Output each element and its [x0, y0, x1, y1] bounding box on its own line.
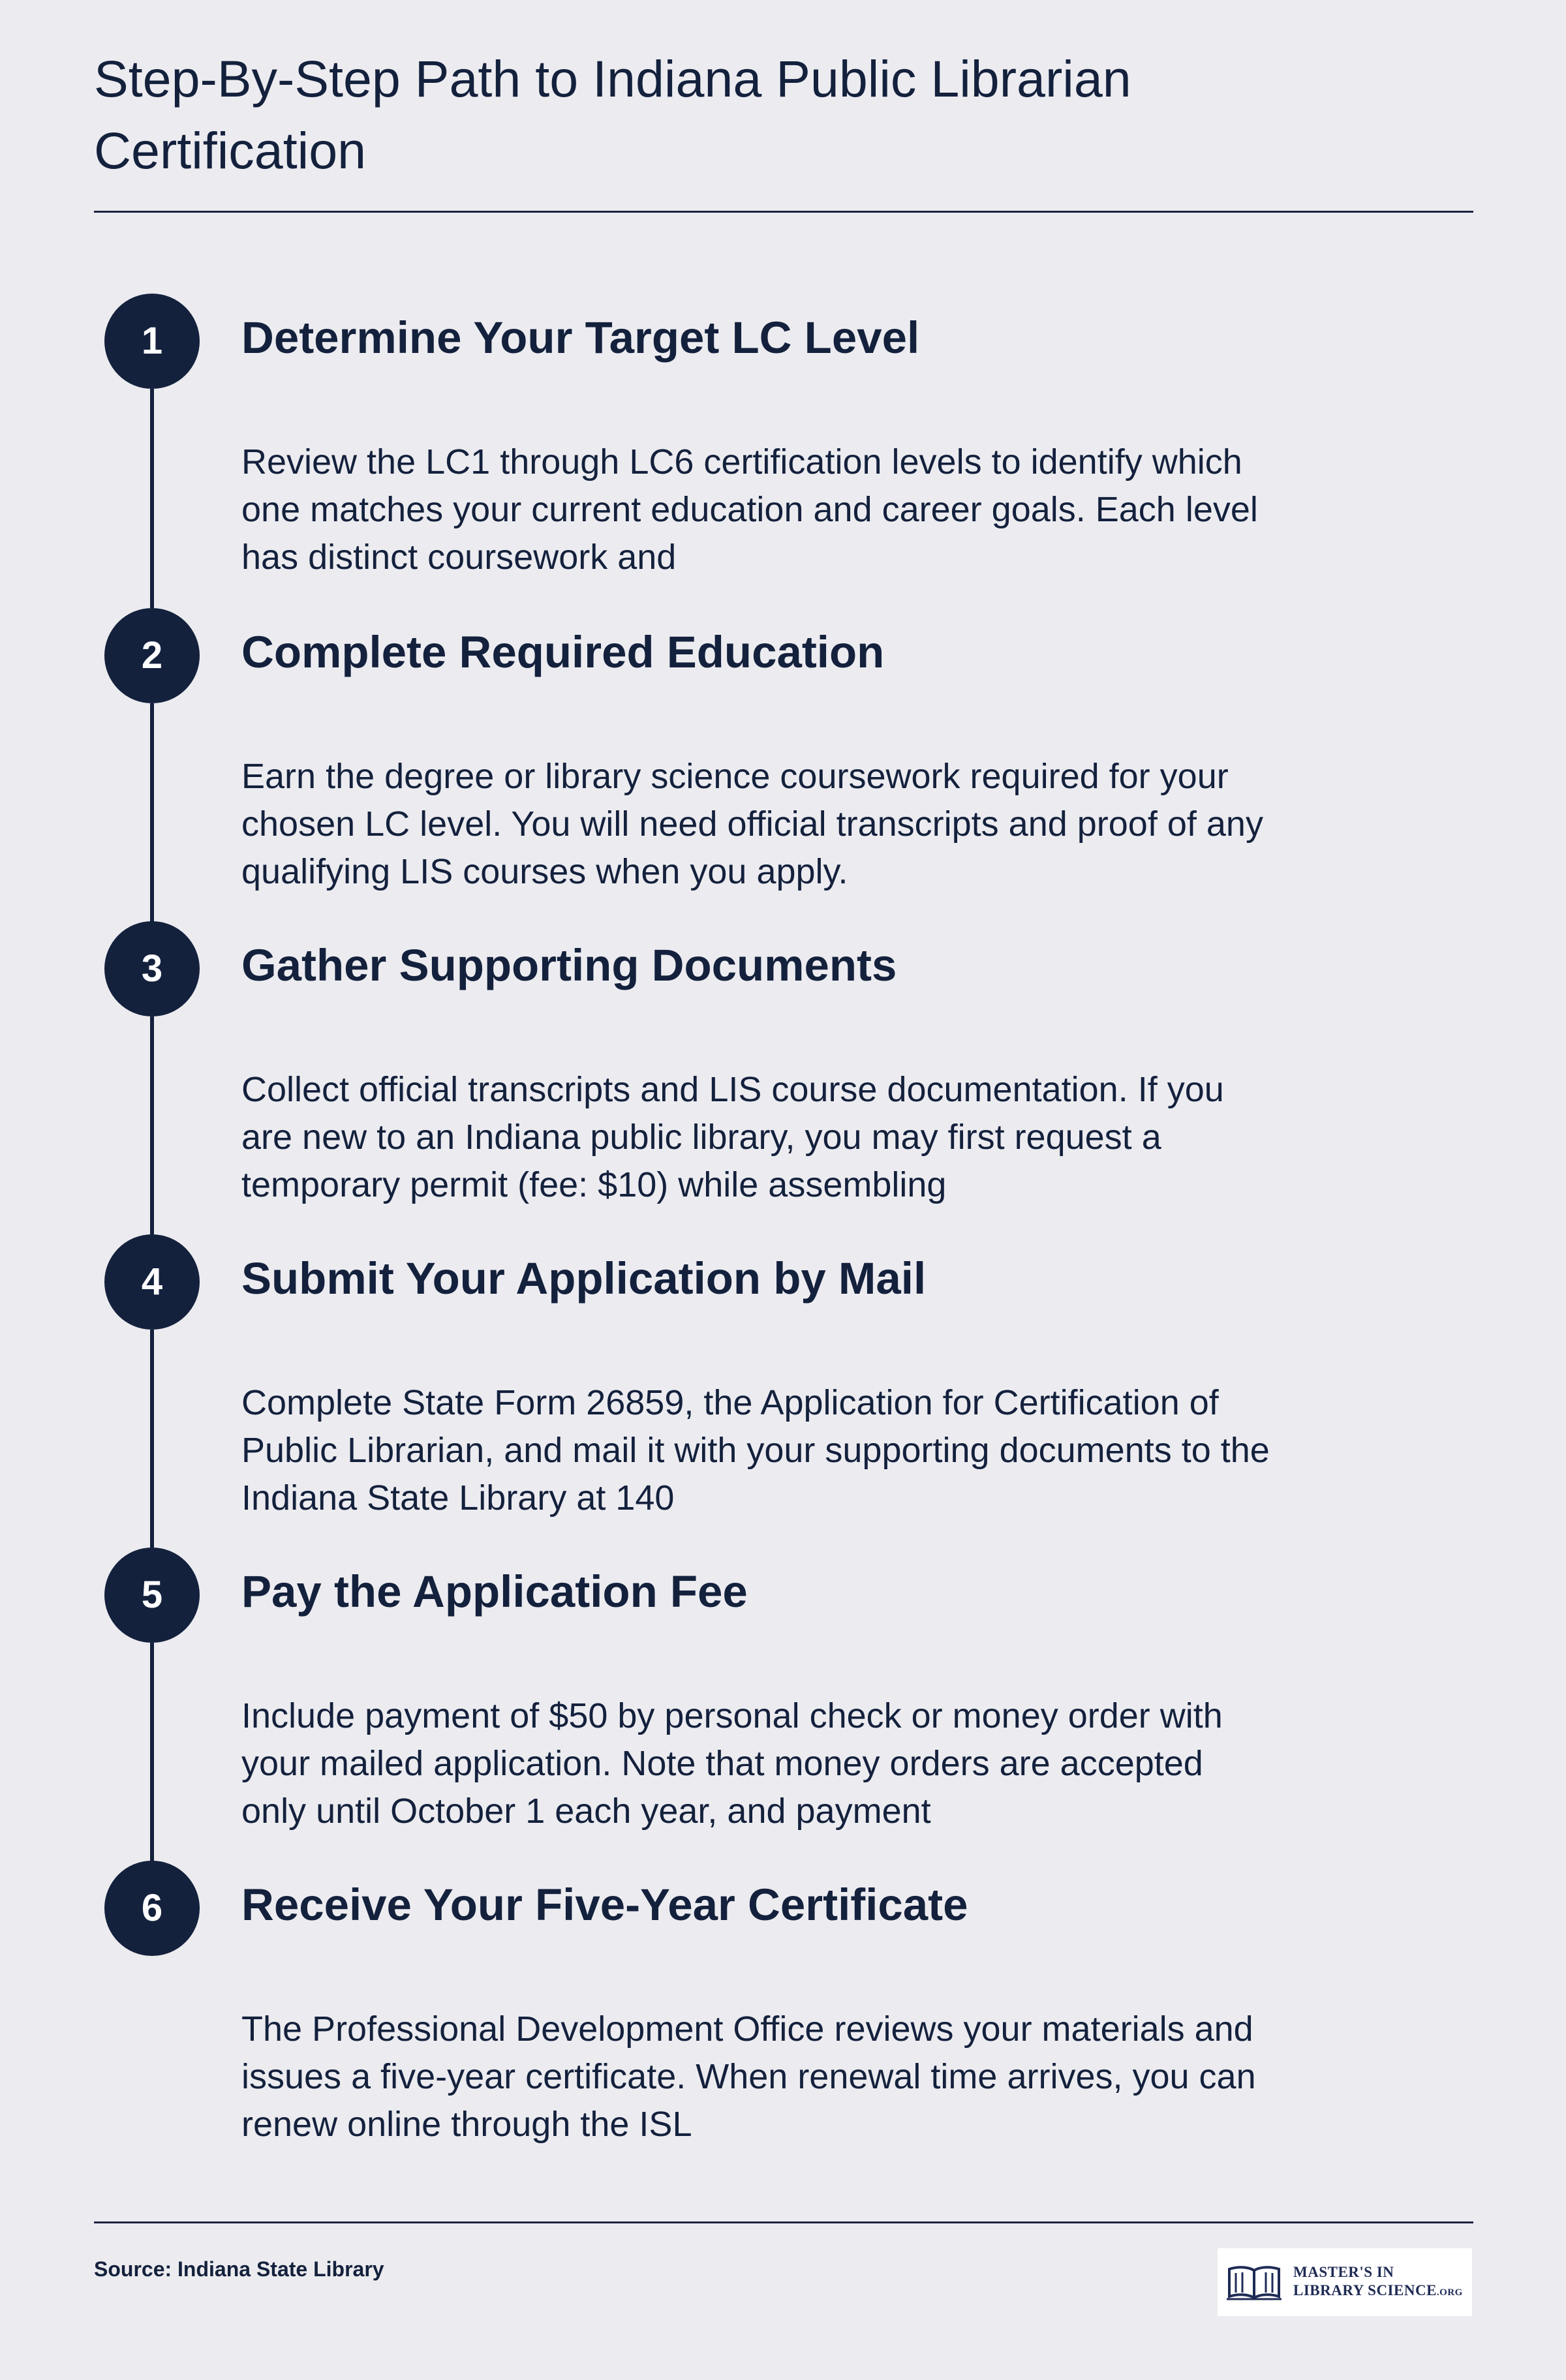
logo-line-2-main: LIBRARY SCIENCE — [1293, 2281, 1437, 2298]
step-item — [0, 921, 1566, 1234]
step-number-badge: 1 — [104, 294, 200, 389]
step-title: Complete Required Education — [241, 627, 885, 677]
logo-suffix: .ORG — [1436, 2287, 1463, 2298]
logo-wordmark — [1293, 2263, 1463, 2302]
step-description: Complete State Form 26859, the Application for Certification of Public Librarian, and mail it with your supporting documents to the Indiana State Library at 140 — [241, 1383, 1270, 1518]
logo-line-1: MASTER'S IN — [1293, 2263, 1394, 2280]
step-title: Gather Supporting Documents — [241, 940, 897, 990]
step-item — [0, 294, 1566, 607]
step-description: Earn the degree or library science coursework required for your chosen LC level. You will need official transcripts and proof of any qualifying LIS courses when you apply. — [241, 757, 1263, 891]
source-credit: Source: Indiana State Library — [94, 2257, 384, 2281]
step-item — [0, 1234, 1566, 1548]
site-logo — [1218, 2248, 1472, 2316]
step-title: Pay the Application Fee — [241, 1566, 748, 1617]
page-title: Step-By-Step Path to Indiana Public Librarian Certification — [94, 50, 1131, 179]
step-number-badge: 5 — [104, 1548, 200, 1643]
step-item — [0, 608, 1566, 921]
step-title: Determine Your Target LC Level — [241, 313, 920, 363]
step-number-badge: 2 — [104, 608, 200, 703]
step-title: Receive Your Five-Year Certificate — [241, 1880, 968, 1930]
step-number-badge: 6 — [104, 1861, 200, 1956]
footer-divider — [94, 2221, 1473, 2223]
step-item — [0, 1548, 1566, 1861]
open-book-icon — [1224, 2263, 1284, 2302]
step-number-badge: 3 — [104, 921, 200, 1016]
step-description: Review the LC1 through LC6 certification levels to identify which one matches your current education and career goals. Each level has distinct coursework and — [241, 442, 1258, 577]
step-description: Collect official transcripts and LIS course documentation. If you are new to an Indiana public library, you may first request a temporary permit (fee: $10) while assembling — [241, 1070, 1224, 1204]
logo-line-2 — [1293, 2281, 1463, 2302]
step-number-badge: 4 — [104, 1234, 200, 1330]
step-item — [0, 1861, 1566, 2174]
step-title: Submit Your Application by Mail — [241, 1253, 927, 1304]
step-description: The Professional Development Office reviews your materials and issues a five-year certificate. When renewal time arrives, you can renew online through the ISL — [241, 2009, 1256, 2144]
step-description: Include payment of $50 by personal check or money order with your mailed application. Note that money orders are accepted only until October 1 each year, and payment — [241, 1696, 1223, 1831]
